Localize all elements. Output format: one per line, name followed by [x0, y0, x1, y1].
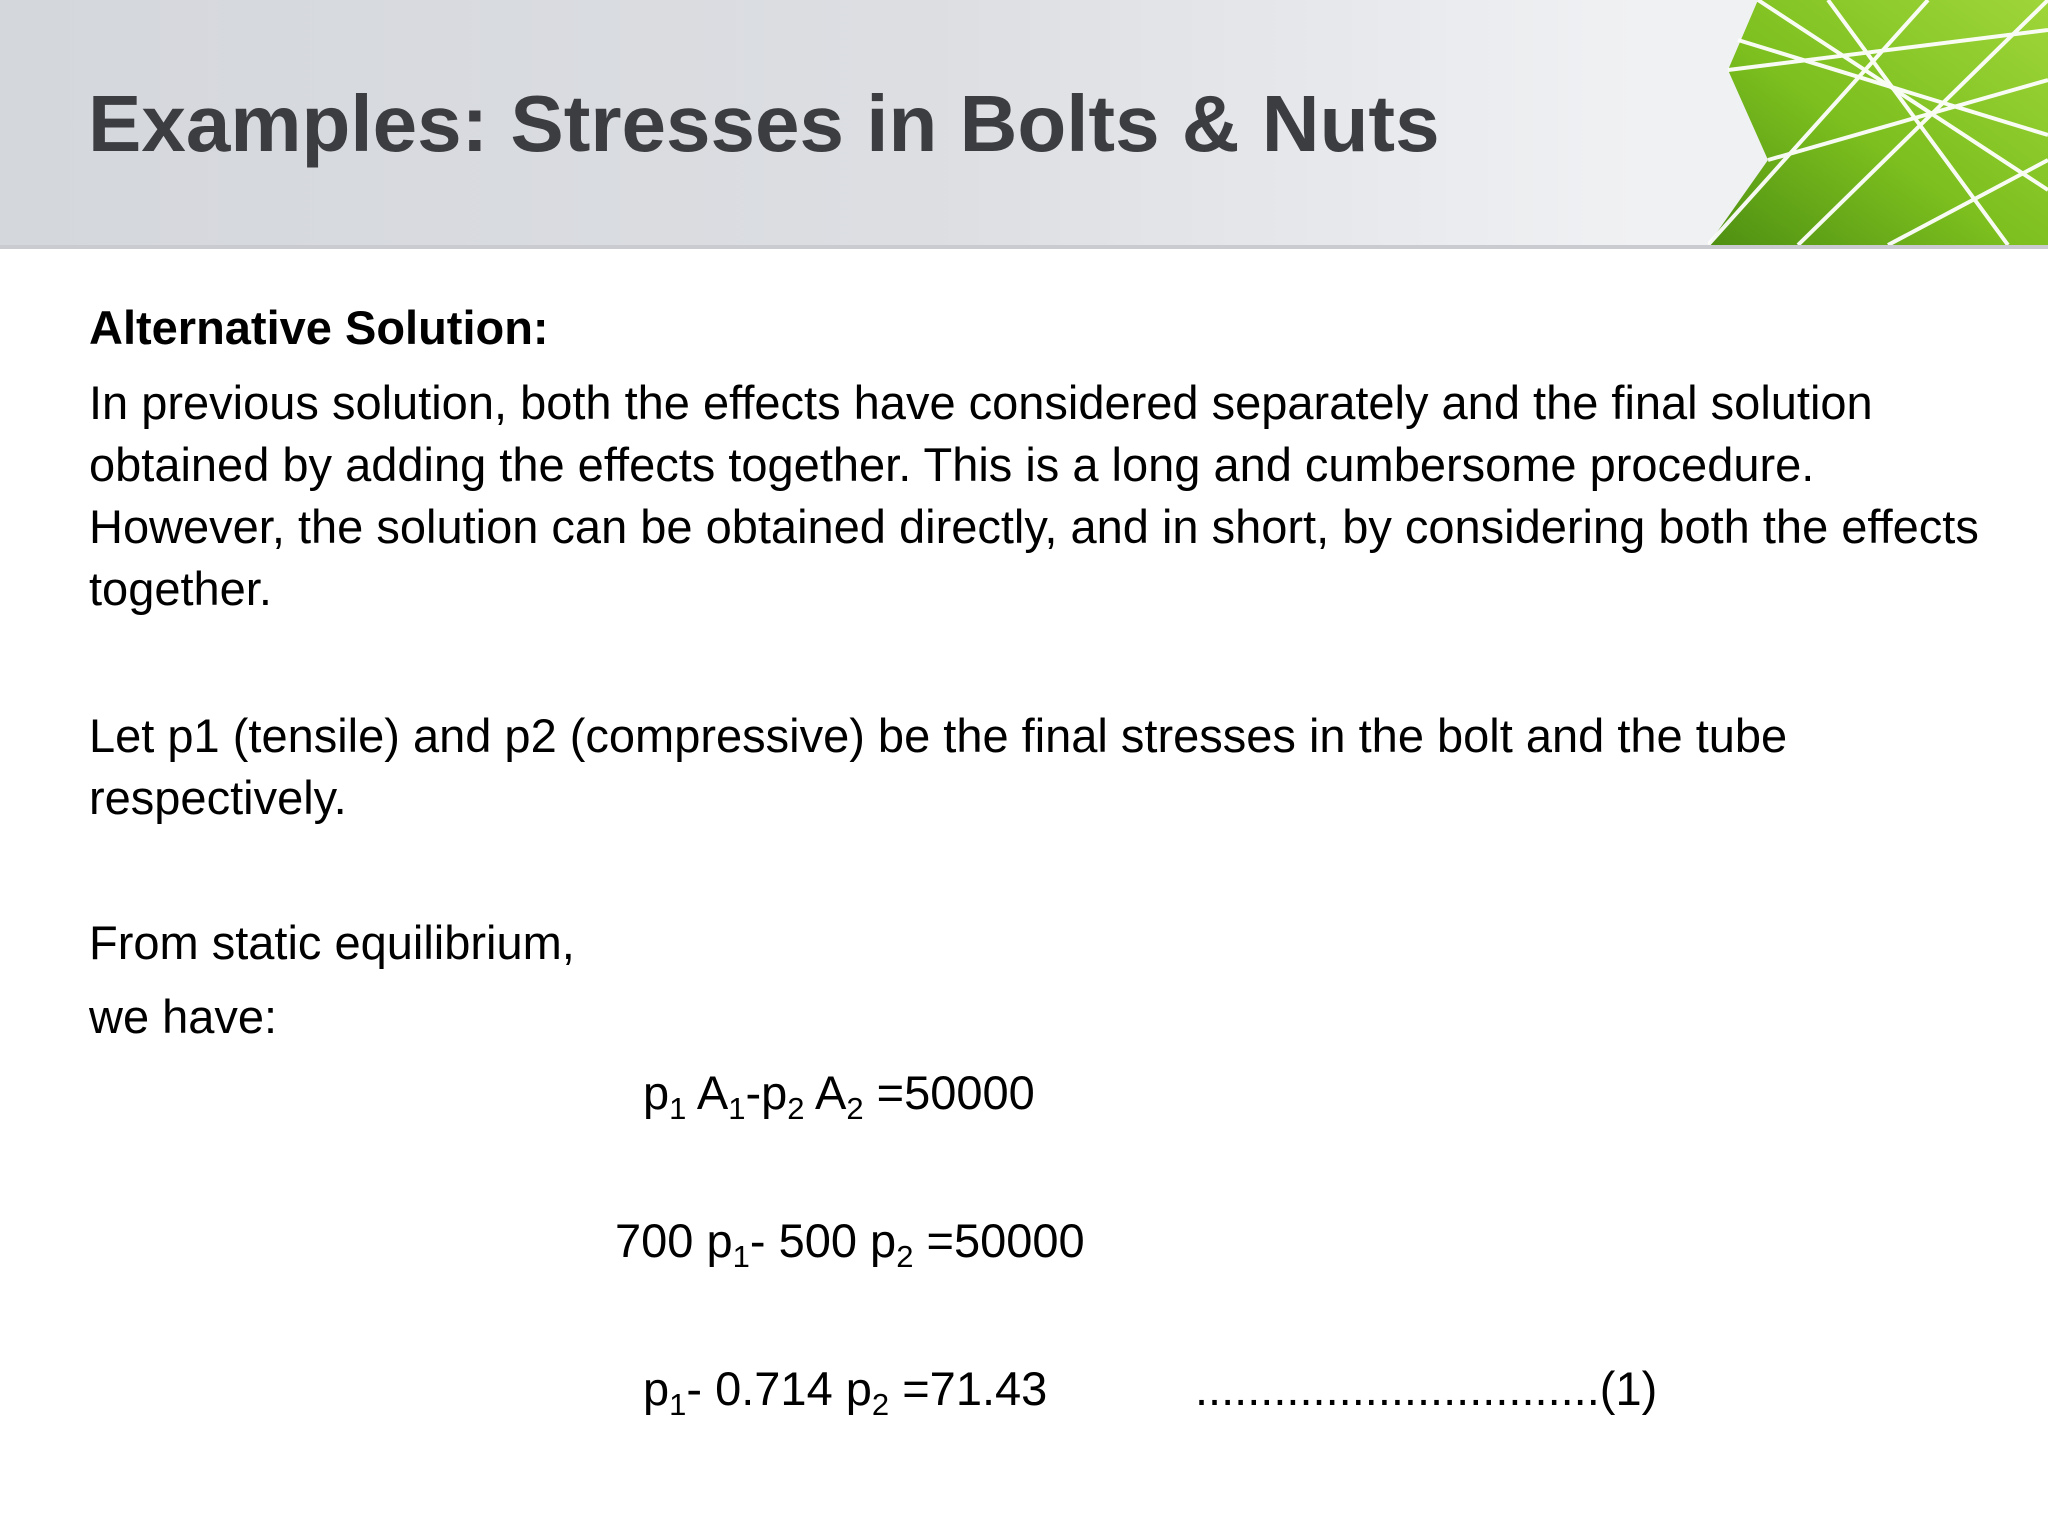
subheading: Alternative Solution: — [89, 301, 549, 354]
paragraph-intro: In previous solution, both the effects have considered separately and the final solution obtained by adding the effects together. This is a long and cumbersome procedure. However, the solution can be obtained directly, and in short, by considering both the effects together. — [89, 376, 1979, 615]
equation-2: 700 $p_1-$ 500 $p_2 =50000$ — [615, 1214, 1085, 1274]
equation-1: $p_1$ $A_1-p_2$ $A_2 =50000$ — [643, 1066, 1035, 1126]
paragraph-stresses: Let p1 (tensile) and p2 (compressive) be the final stresses in the bolt and the tube respectively. — [89, 709, 1788, 824]
equation-3-reference: ...............................(1) — [1195, 1362, 1658, 1415]
green-geometric-decoration — [1708, 0, 2048, 245]
paragraph-we-have: we have: — [89, 990, 278, 1043]
equation-3: $p_1-$ 0.714 $p_2 =71.43$ — [643, 1362, 1048, 1422]
slide-title: Examples: Stresses in Bolts & Nuts — [88, 79, 1440, 168]
paragraph-equilibrium: From static equilibrium, — [89, 916, 575, 969]
